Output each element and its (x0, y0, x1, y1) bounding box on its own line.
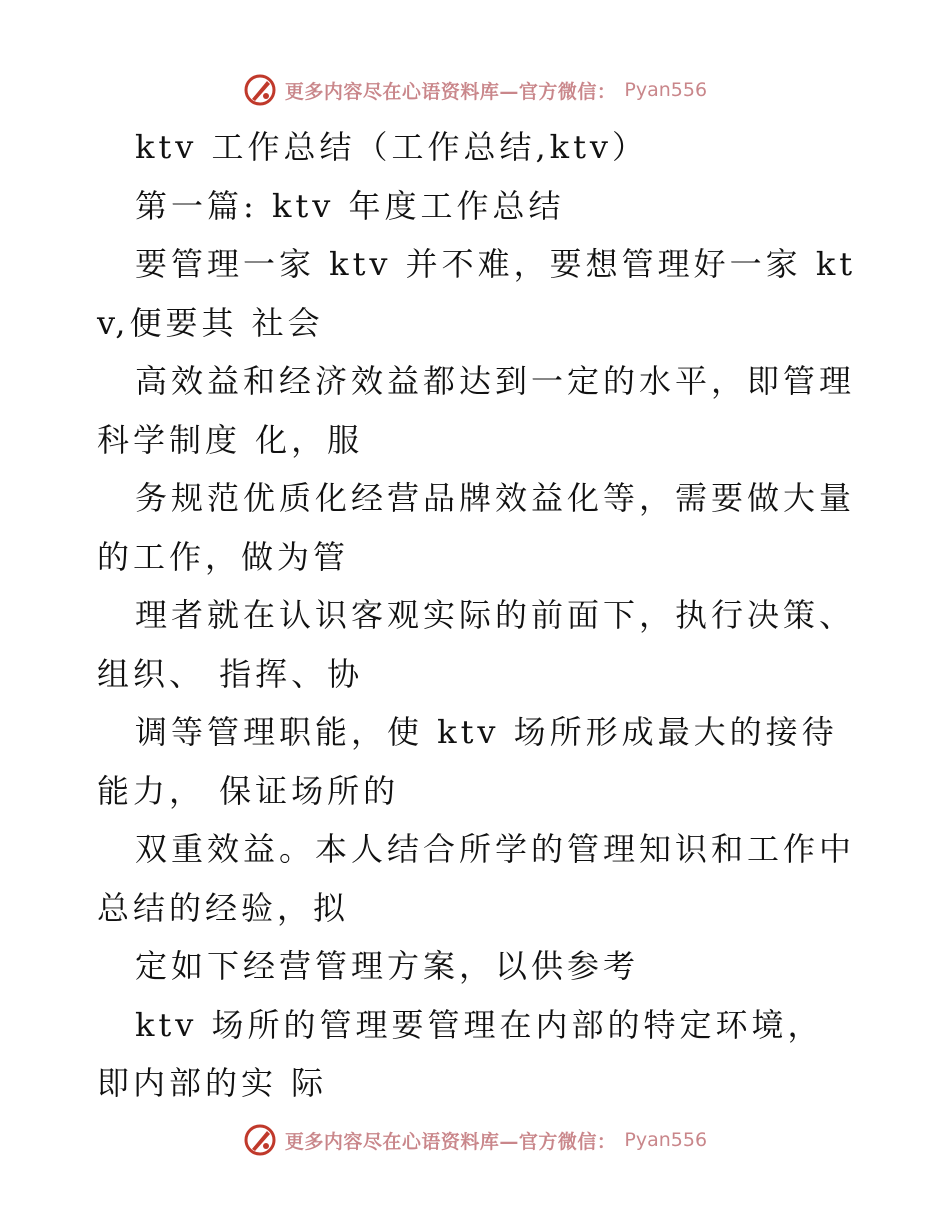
body-paragraph: 定如下经营管理方案，以供参考 (135, 947, 640, 985)
quill-seal-icon (243, 73, 277, 107)
header-watermark-inner (243, 73, 707, 107)
body-paragraph: 调等管理职能，使 ktv 场所形成最大的接待能力， 保证场所的 (97, 713, 838, 810)
header-watermark (0, 70, 950, 110)
body-paragraph: ktv 场所的管理要管理在内部的特定环境，即内部的实 际 (97, 1005, 824, 1102)
body-paragraph: 理者就在认识客观实际的前面下，执行决策、组织、 指挥、协 (97, 596, 856, 693)
body-paragraph: 要管理一家 ktv 并不难，要想管理好一家 ktv,便要其 社会 (97, 245, 857, 342)
watermark-text: 更多内容尽在心语资料库—官方微信： (284, 80, 617, 103)
footer-watermark-inner (243, 1123, 707, 1157)
section-heading: 第一篇: ktv 年度工作总结 (135, 186, 565, 225)
body-paragraph: 高效益和经济效益都达到一定的水平，即管理科学制度 化，服 (97, 362, 856, 459)
watermark-handle: Pyan556 (624, 79, 708, 101)
document-title: ktv 工作总结（工作总结,ktv） (135, 128, 649, 166)
document-body (97, 118, 857, 1113)
quill-seal-icon (243, 1123, 277, 1157)
body-paragraph: 务规范优质化经营品牌效益化等，需要做大量的工作，做为管 (97, 479, 856, 576)
watermark-handle: Pyan556 (624, 1129, 708, 1151)
footer-watermark (0, 1120, 950, 1160)
watermark-text: 更多内容尽在心语资料库—官方微信： (284, 1130, 617, 1153)
body-paragraph: 双重效益。本人结合所学的管理知识和工作中总结的经验，拟 (97, 830, 856, 927)
